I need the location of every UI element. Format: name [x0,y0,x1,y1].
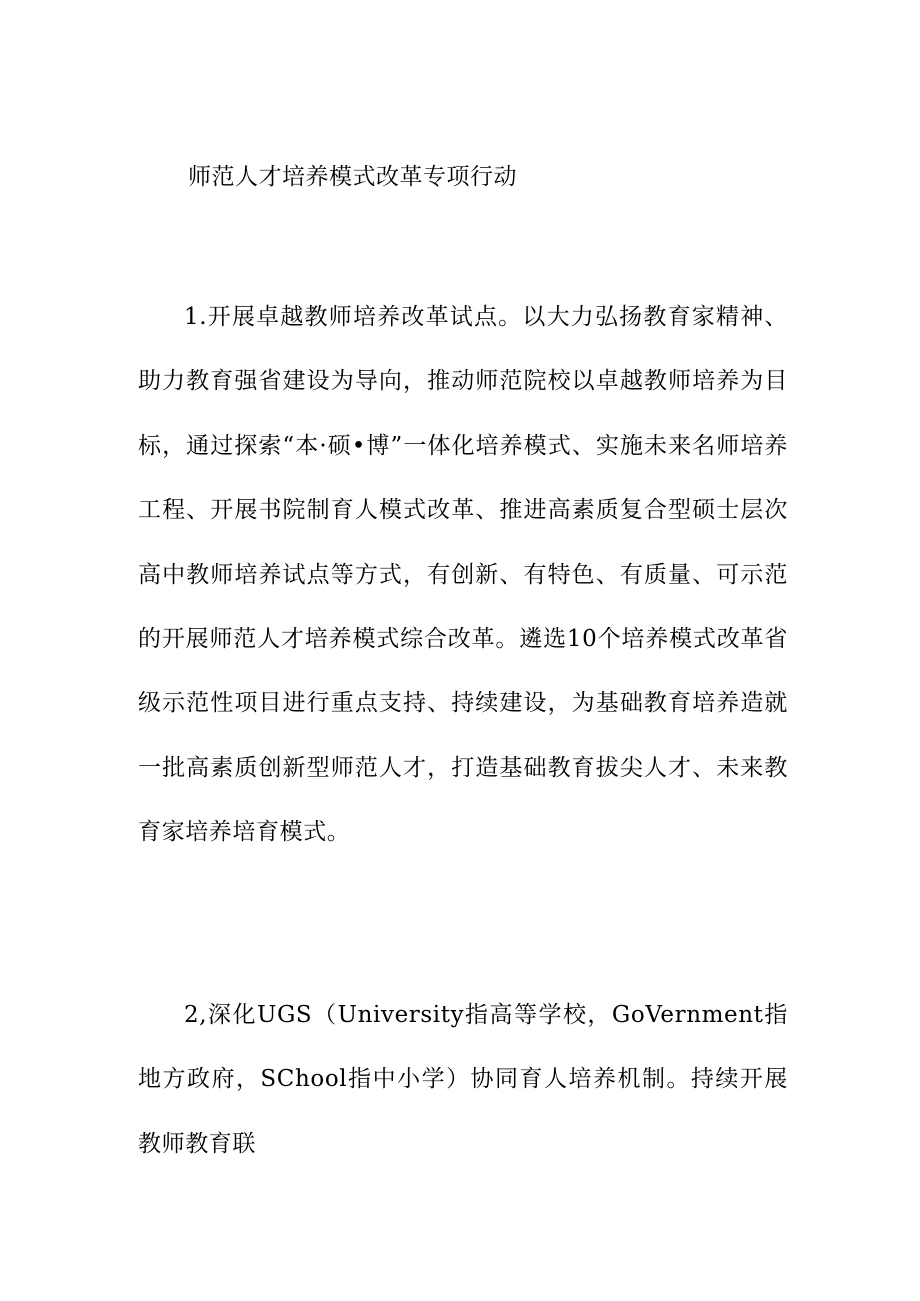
paragraph-2: 2,深化UGS（University指高等学校，GoVernment指地方政府，SChool指中小学）协同育人培养机制。持续开展教师教育联 [138,1002,788,1157]
document-title: 师范人才培养模式改革专项行动 [188,164,517,190]
paragraph-1: 1.开展卓越教师培养改革试点。以大力弘扬教育家精神、助力教育强省建设为导向，推动师范院校以卓越教师培养为目标，通过探索“本·硕•博”一体化培养模式、实施未来名师培养工程、开展书院制育人模式改革、推进高素质复合型硕士层次高中教师培养试点等方式，有创新、有特色、有质量、可示范的开展师范人才培养模式综合改革。遴选10个培养模式改革省级示范性项目进行重点支持、持续建设，为基础教育培养造就一批高素质创新型师范人才，打造基础教育拔尖人才、未来教育家培养培育模式。 [138,304,788,846]
